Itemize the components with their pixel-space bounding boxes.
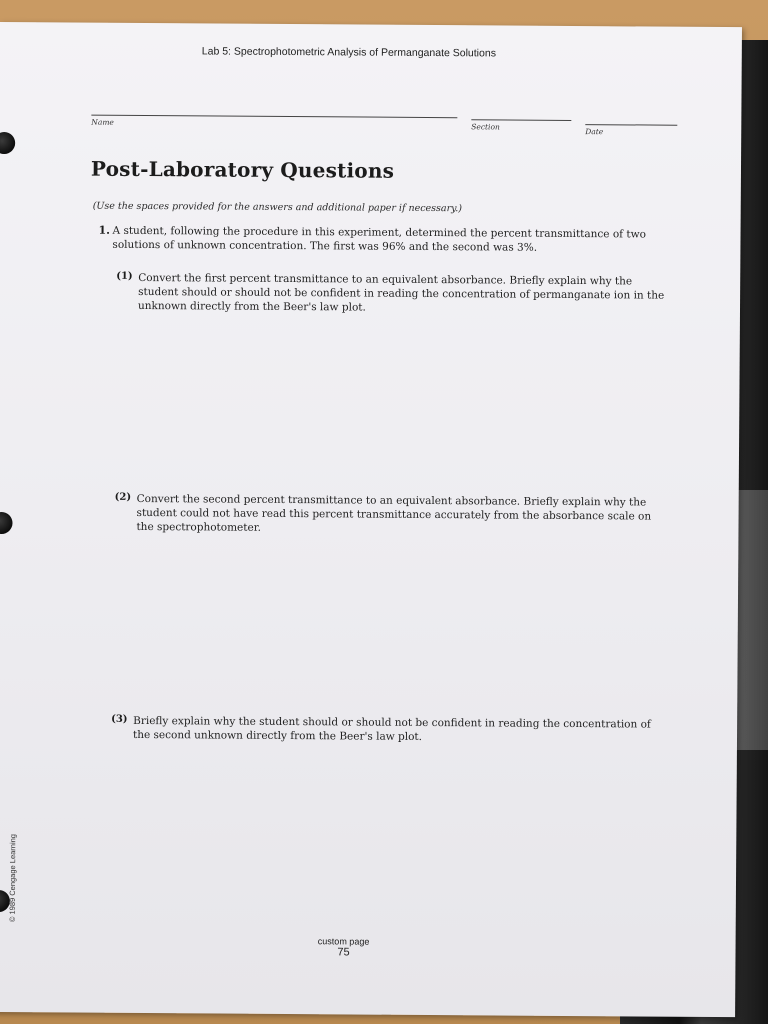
page-number: 75 xyxy=(337,946,350,959)
lab-header: Lab 5: Spectrophotometric Analysis of Permanganate Solutions xyxy=(201,45,497,60)
part-1-line-1: Convert the first percent transmittance to an equivalent absorbance. Briefly explain why the xyxy=(138,271,633,288)
page-footer xyxy=(293,936,393,959)
part-3-line-1: Briefly explain why the student should or should not be confident in reading the concentration of xyxy=(133,714,651,731)
name-line xyxy=(91,115,457,119)
section-label: Section xyxy=(471,122,500,132)
worksheet-page xyxy=(0,22,742,1017)
part-2-line-2: student could not have read this percent transmittance accurately from the absorbance scale on xyxy=(136,506,652,523)
part-2-line-3: the spectrophotometer. xyxy=(136,520,261,534)
part-1-line-3: unknown directly from the Beer's law plot. xyxy=(137,299,366,314)
question-1-text-line-1: A student, following the procedure in this experiment, determined the percent transmittance of two xyxy=(112,224,646,241)
part-2-line-1: Convert the second percent transmittance to an equivalent absorbance. Briefly explain why the xyxy=(136,492,647,509)
binder-hole-middle xyxy=(0,512,13,534)
footer-custom-page: custom page xyxy=(317,936,370,947)
instructions: (Use the spaces provided for the answers and additional paper if necessary.) xyxy=(92,200,463,215)
part-3-line-2: the second unknown directly from the Beer's law plot. xyxy=(132,728,423,743)
part-3-number: (3) xyxy=(111,713,128,725)
question-1-text-line-2: solutions of unknown concentration. The first was 96% and the second was 3%. xyxy=(112,238,538,254)
section-line xyxy=(471,119,571,121)
part-1-number: (1) xyxy=(116,270,133,282)
copyright-notice: © 1989 Cengage Learning xyxy=(7,833,18,923)
page-title: Post-Laboratory Questions xyxy=(90,156,395,183)
part-1-line-2: student should or should not be confident in reading the concentration of permanganate ion in the xyxy=(138,285,665,302)
date-line xyxy=(585,124,677,126)
question-1-number: 1. xyxy=(98,223,111,237)
date-label: Date xyxy=(585,127,604,137)
binder-hole-top xyxy=(0,132,15,154)
part-2-number: (2) xyxy=(114,491,132,503)
name-label: Name xyxy=(91,117,114,127)
